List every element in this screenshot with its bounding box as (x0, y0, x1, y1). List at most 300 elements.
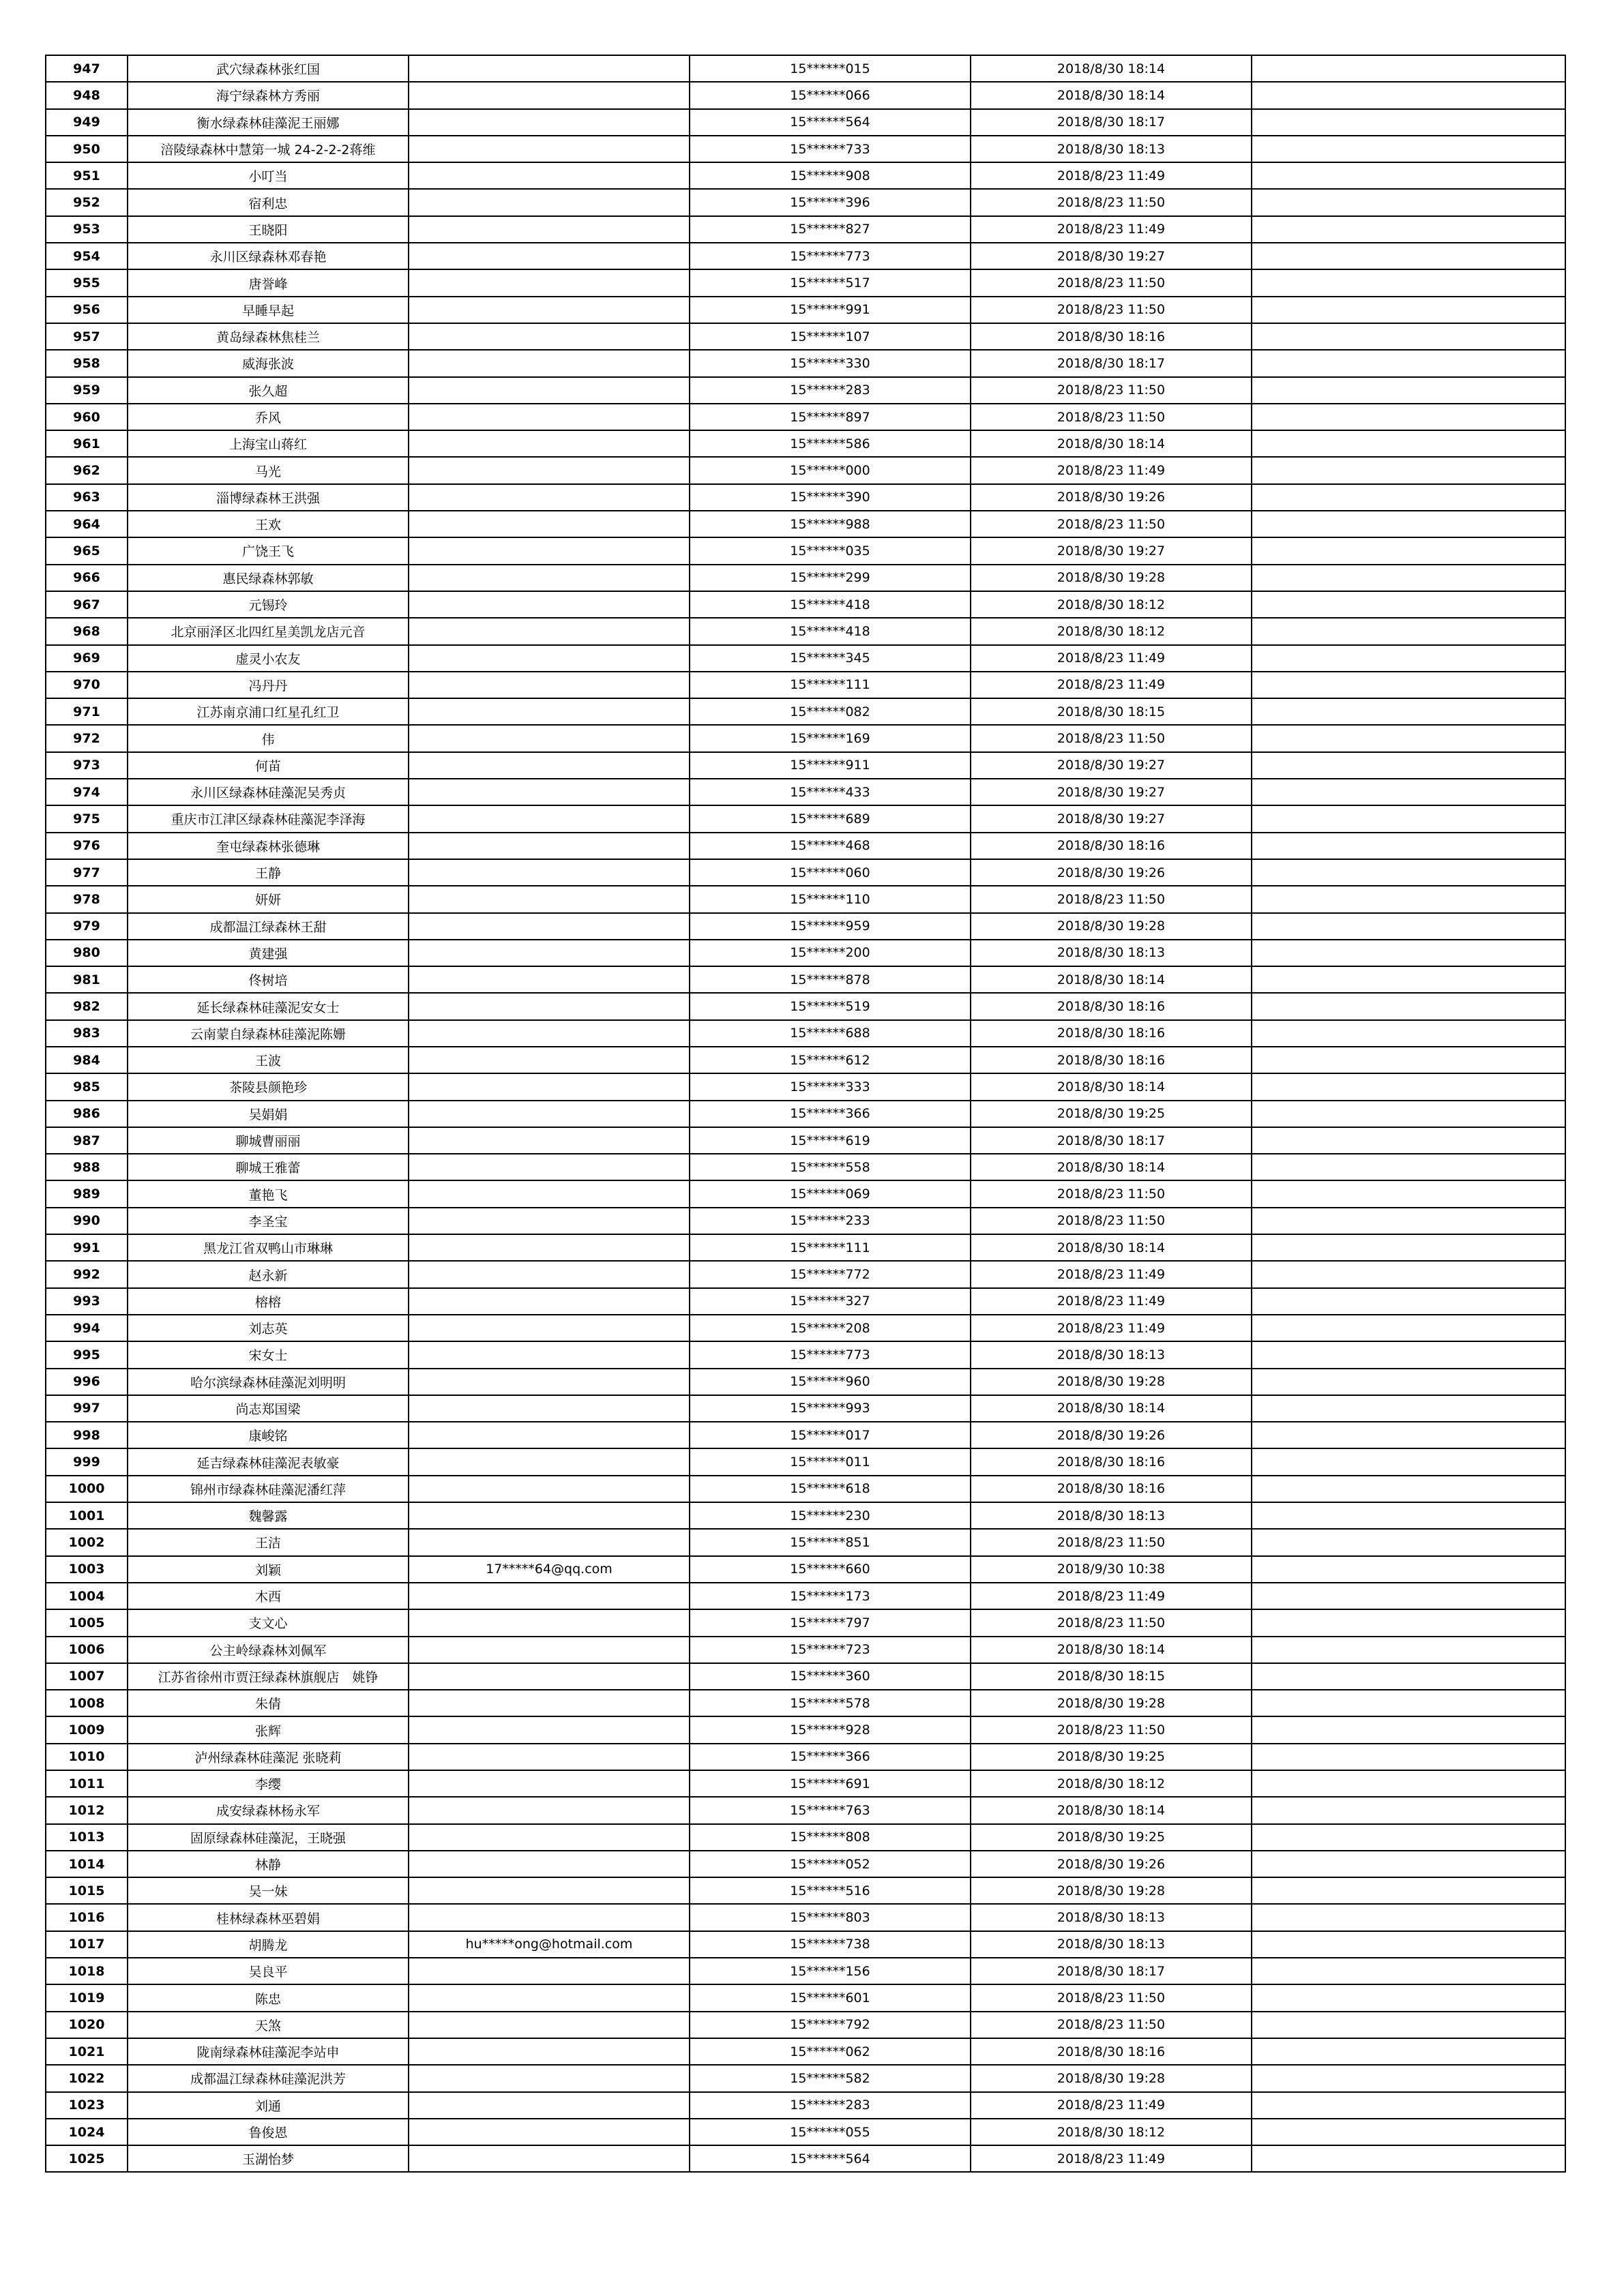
timestamp-cell: 2018/8/23 11:50 (971, 1180, 1252, 1207)
row-number-cell: 1011 (46, 1770, 128, 1797)
name-cell: 天煞 (128, 2012, 409, 2038)
empty-cell (1252, 1716, 1565, 1743)
table-row (46, 1663, 1565, 1690)
name-cell: 北京丽泽区北四红星美凯龙店元音 (128, 618, 409, 644)
email-cell (409, 1315, 690, 1341)
name-cell: 佟树培 (128, 966, 409, 993)
row-number-cell: 977 (46, 859, 128, 886)
empty-cell (1252, 1984, 1565, 2011)
empty-cell (1252, 725, 1565, 751)
phone-cell: 15******366 (690, 1101, 971, 1127)
empty-cell (1252, 940, 1565, 966)
spreadsheet-page (45, 55, 1566, 2173)
empty-cell (1252, 1047, 1565, 1073)
email-cell (409, 1958, 690, 1984)
name-cell: 江苏南京浦口红星孔红卫 (128, 698, 409, 725)
empty-cell (1252, 1824, 1565, 1851)
row-number-cell: 1002 (46, 1529, 128, 1555)
name-cell: 林静 (128, 1851, 409, 1877)
empty-cell (1252, 1663, 1565, 1690)
timestamp-cell: 2018/8/30 19:28 (971, 913, 1252, 940)
name-cell: 陇南绿森林硅藻泥李站申 (128, 2038, 409, 2065)
timestamp-cell: 2018/8/30 18:16 (971, 833, 1252, 859)
table-row (46, 859, 1565, 886)
email-cell (409, 2145, 690, 2172)
email-cell (409, 1637, 690, 1663)
row-number-cell: 1019 (46, 1984, 128, 2011)
name-cell: 淄博绿森林王洪强 (128, 484, 409, 511)
row-number-cell: 1010 (46, 1744, 128, 1770)
empty-cell (1252, 565, 1565, 591)
phone-cell: 15******111 (690, 672, 971, 698)
table-row (46, 1101, 1565, 1127)
empty-cell (1252, 350, 1565, 376)
name-cell: 哈尔滨绿森林硅藻泥刘明明 (128, 1369, 409, 1395)
timestamp-cell: 2018/8/30 18:14 (971, 1637, 1252, 1663)
empty-cell (1252, 1744, 1565, 1770)
table-row (46, 1958, 1565, 1984)
name-cell: 张辉 (128, 1716, 409, 1743)
name-cell: 魏馨露 (128, 1502, 409, 1529)
email-cell (409, 1234, 690, 1261)
empty-cell (1252, 1851, 1565, 1877)
name-cell: 威海张波 (128, 350, 409, 376)
empty-cell (1252, 109, 1565, 136)
table-row (46, 698, 1565, 725)
table-row (46, 1127, 1565, 1154)
name-cell: 王静 (128, 859, 409, 886)
name-cell: 宿利忠 (128, 189, 409, 215)
empty-cell (1252, 645, 1565, 672)
row-number-cell: 992 (46, 1261, 128, 1287)
timestamp-cell: 2018/8/30 18:13 (971, 1341, 1252, 1368)
empty-cell (1252, 189, 1565, 215)
table-row (46, 457, 1565, 483)
timestamp-cell: 2018/8/30 19:27 (971, 805, 1252, 832)
email-cell (409, 1261, 690, 1287)
name-cell: 朱倩 (128, 1690, 409, 1716)
timestamp-cell: 2018/8/23 11:49 (971, 162, 1252, 189)
empty-cell (1252, 1690, 1565, 1716)
table-row (46, 350, 1565, 376)
phone-cell: 15******069 (690, 1180, 971, 1207)
email-cell (409, 1824, 690, 1851)
timestamp-cell: 2018/8/30 18:14 (971, 82, 1252, 108)
email-cell (409, 243, 690, 269)
row-number-cell: 980 (46, 940, 128, 966)
phone-cell: 15******390 (690, 484, 971, 511)
row-number-cell: 1003 (46, 1556, 128, 1583)
empty-cell (1252, 1637, 1565, 1663)
name-cell: 成都温江绿森林硅藻泥洪芳 (128, 2065, 409, 2091)
row-number-cell: 965 (46, 537, 128, 564)
name-cell: 尚志郑国梁 (128, 1395, 409, 1422)
empty-cell (1252, 537, 1565, 564)
phone-cell: 15******803 (690, 1904, 971, 1930)
name-cell: 康峻铭 (128, 1422, 409, 1448)
row-number-cell: 1007 (46, 1663, 128, 1690)
row-number-cell: 1004 (46, 1583, 128, 1609)
phone-cell: 15******283 (690, 377, 971, 404)
phone-cell: 15******011 (690, 1448, 971, 1475)
name-cell: 刘颖 (128, 1556, 409, 1583)
phone-cell: 15******691 (690, 1770, 971, 1797)
phone-cell: 15******851 (690, 1529, 971, 1555)
timestamp-cell: 2018/8/23 11:50 (971, 1984, 1252, 2011)
email-cell (409, 966, 690, 993)
phone-cell: 15******618 (690, 1476, 971, 1502)
empty-cell (1252, 698, 1565, 725)
row-number-cell: 1009 (46, 1716, 128, 1743)
phone-cell: 15******516 (690, 1877, 971, 1904)
row-number-cell: 1013 (46, 1824, 128, 1851)
timestamp-cell: 2018/8/30 19:25 (971, 1744, 1252, 1770)
row-number-cell: 970 (46, 672, 128, 698)
email-cell (409, 913, 690, 940)
name-cell: 永川区绿森林硅藻泥吴秀贞 (128, 779, 409, 805)
timestamp-cell: 2018/8/23 11:49 (971, 216, 1252, 243)
row-number-cell: 986 (46, 1101, 128, 1127)
phone-cell: 15******299 (690, 565, 971, 591)
phone-cell: 15******689 (690, 805, 971, 832)
timestamp-cell: 2018/8/30 18:17 (971, 350, 1252, 376)
row-number-cell: 1000 (46, 1476, 128, 1502)
row-number-cell: 953 (46, 216, 128, 243)
phone-cell: 15******327 (690, 1288, 971, 1315)
table-row (46, 672, 1565, 698)
row-number-cell: 978 (46, 886, 128, 912)
phone-cell: 15******433 (690, 779, 971, 805)
row-number-cell: 949 (46, 109, 128, 136)
timestamp-cell: 2018/8/23 11:49 (971, 457, 1252, 483)
name-cell: 宋女士 (128, 1341, 409, 1368)
name-cell: 重庆市江津区绿森林硅藻泥李泽海 (128, 805, 409, 832)
phone-cell: 15******897 (690, 404, 971, 430)
email-cell (409, 457, 690, 483)
phone-cell: 15******060 (690, 859, 971, 886)
phone-cell: 15******111 (690, 1234, 971, 1261)
row-number-cell: 1017 (46, 1931, 128, 1958)
email-cell (409, 886, 690, 912)
table-row (46, 565, 1565, 591)
email-cell (409, 1288, 690, 1315)
timestamp-cell: 2018/8/23 11:49 (971, 2145, 1252, 2172)
timestamp-cell: 2018/8/30 18:16 (971, 1020, 1252, 1047)
name-cell: 张久超 (128, 377, 409, 404)
table-row (46, 645, 1565, 672)
email-cell (409, 565, 690, 591)
name-cell: 茶陵县颜艳珍 (128, 1073, 409, 1100)
row-number-cell: 1006 (46, 1637, 128, 1663)
table-row (46, 243, 1565, 269)
email-cell (409, 1529, 690, 1555)
row-number-cell: 989 (46, 1180, 128, 1207)
email-cell (409, 1448, 690, 1475)
email-cell (409, 269, 690, 296)
empty-cell (1252, 2065, 1565, 2091)
empty-cell (1252, 2092, 1565, 2119)
timestamp-cell: 2018/8/23 11:50 (971, 189, 1252, 215)
email-cell (409, 805, 690, 832)
empty-cell (1252, 1797, 1565, 1823)
phone-cell: 15******230 (690, 1502, 971, 1529)
table-row (46, 1583, 1565, 1609)
row-number-cell: 987 (46, 1127, 128, 1154)
table-row (46, 1341, 1565, 1368)
timestamp-cell: 2018/8/30 19:25 (971, 1101, 1252, 1127)
table-row (46, 269, 1565, 296)
email-cell (409, 162, 690, 189)
phone-cell: 15******988 (690, 511, 971, 537)
phone-cell: 15******908 (690, 162, 971, 189)
email-cell (409, 1663, 690, 1690)
email-cell (409, 833, 690, 859)
row-number-cell: 981 (46, 966, 128, 993)
empty-cell (1252, 1931, 1565, 1958)
phone-cell: 15******564 (690, 109, 971, 136)
email-cell (409, 993, 690, 1019)
phone-cell: 15******601 (690, 1984, 971, 2011)
row-number-cell: 950 (46, 136, 128, 162)
empty-cell (1252, 511, 1565, 537)
row-number-cell: 1025 (46, 2145, 128, 2172)
table-row (46, 1422, 1565, 1448)
empty-cell (1252, 1208, 1565, 1234)
records-table-body (46, 55, 1565, 2172)
row-number-cell: 984 (46, 1047, 128, 1073)
timestamp-cell: 2018/8/23 11:50 (971, 1208, 1252, 1234)
phone-cell: 15******017 (690, 1422, 971, 1448)
table-row (46, 404, 1565, 430)
table-row (46, 1716, 1565, 1743)
timestamp-cell: 2018/8/30 18:12 (971, 2119, 1252, 2145)
name-cell: 聊城曹丽丽 (128, 1127, 409, 1154)
name-cell: 吴良平 (128, 1958, 409, 1984)
timestamp-cell: 2018/8/30 19:26 (971, 1851, 1252, 1877)
table-row (46, 1984, 1565, 2011)
email-cell (409, 55, 690, 82)
timestamp-cell: 2018/8/23 11:50 (971, 377, 1252, 404)
empty-cell (1252, 430, 1565, 457)
empty-cell (1252, 1369, 1565, 1395)
table-row (46, 1369, 1565, 1395)
table-row (46, 82, 1565, 108)
phone-cell: 15******035 (690, 537, 971, 564)
empty-cell (1252, 1073, 1565, 1100)
timestamp-cell: 2018/9/30 10:38 (971, 1556, 1252, 1583)
name-cell: 桂林绿森林巫碧娟 (128, 1904, 409, 1930)
email-cell (409, 725, 690, 751)
name-cell: 黄岛绿森林焦桂兰 (128, 323, 409, 350)
empty-cell (1252, 779, 1565, 805)
phone-cell: 15******619 (690, 1127, 971, 1154)
table-row (46, 591, 1565, 618)
phone-cell: 15******738 (690, 1931, 971, 1958)
timestamp-cell: 2018/8/23 11:50 (971, 1529, 1252, 1555)
phone-cell: 15******564 (690, 2145, 971, 2172)
name-cell: 延长绿森林硅藻泥安女士 (128, 993, 409, 1019)
empty-cell (1252, 1288, 1565, 1315)
name-cell: 公主岭绿森林刘佩军 (128, 1637, 409, 1663)
name-cell: 唐誉峰 (128, 269, 409, 296)
name-cell: 王欢 (128, 511, 409, 537)
empty-cell (1252, 136, 1565, 162)
phone-cell: 15******330 (690, 350, 971, 376)
row-number-cell: 975 (46, 805, 128, 832)
empty-cell (1252, 2145, 1565, 2172)
timestamp-cell: 2018/8/30 18:12 (971, 591, 1252, 618)
table-row (46, 1609, 1565, 1636)
email-cell (409, 430, 690, 457)
empty-cell (1252, 993, 1565, 1019)
empty-cell (1252, 833, 1565, 859)
phone-cell: 15******797 (690, 1609, 971, 1636)
table-row (46, 752, 1565, 779)
row-number-cell: 961 (46, 430, 128, 457)
table-row (46, 779, 1565, 805)
row-number-cell: 973 (46, 752, 128, 779)
phone-cell: 15******418 (690, 591, 971, 618)
timestamp-cell: 2018/8/30 18:17 (971, 109, 1252, 136)
email-cell (409, 2092, 690, 2119)
timestamp-cell: 2018/8/23 11:49 (971, 1315, 1252, 1341)
phone-cell: 15******283 (690, 2092, 971, 2119)
email-cell (409, 618, 690, 644)
name-cell: 乔风 (128, 404, 409, 430)
table-row (46, 323, 1565, 350)
email-cell (409, 511, 690, 537)
name-cell: 玉湖怡梦 (128, 2145, 409, 2172)
table-row (46, 216, 1565, 243)
table-row (46, 1502, 1565, 1529)
name-cell: 涪陵绿森林中慧第一城 24-2-2-2蒋维 (128, 136, 409, 162)
email-cell (409, 1369, 690, 1395)
phone-cell: 15******660 (690, 1556, 971, 1583)
row-number-cell: 998 (46, 1422, 128, 1448)
phone-cell: 15******233 (690, 1208, 971, 1234)
table-row (46, 377, 1565, 404)
empty-cell (1252, 1422, 1565, 1448)
timestamp-cell: 2018/8/30 18:14 (971, 430, 1252, 457)
name-cell: 永川区绿森林邓春艳 (128, 243, 409, 269)
email-cell (409, 1208, 690, 1234)
timestamp-cell: 2018/8/30 18:13 (971, 1931, 1252, 1958)
name-cell: 海宁绿森林方秀丽 (128, 82, 409, 108)
row-number-cell: 1021 (46, 2038, 128, 2065)
row-number-cell: 962 (46, 457, 128, 483)
empty-cell (1252, 1770, 1565, 1797)
timestamp-cell: 2018/8/23 11:49 (971, 1261, 1252, 1287)
empty-cell (1252, 1020, 1565, 1047)
email-cell (409, 779, 690, 805)
phone-cell: 15******827 (690, 216, 971, 243)
table-row (46, 1744, 1565, 1770)
table-row (46, 1180, 1565, 1207)
email-cell (409, 940, 690, 966)
name-cell: 元锡玲 (128, 591, 409, 618)
name-cell: 李缨 (128, 1770, 409, 1797)
empty-cell (1252, 2119, 1565, 2145)
timestamp-cell: 2018/8/30 18:15 (971, 698, 1252, 725)
row-number-cell: 993 (46, 1288, 128, 1315)
records-table (45, 55, 1566, 2173)
table-row (46, 1637, 1565, 1663)
table-row (46, 1529, 1565, 1555)
name-cell: 聊城王雅蕾 (128, 1154, 409, 1180)
table-row (46, 913, 1565, 940)
row-number-cell: 954 (46, 243, 128, 269)
timestamp-cell: 2018/8/23 11:50 (971, 511, 1252, 537)
phone-cell: 15******582 (690, 2065, 971, 2091)
email-cell (409, 1101, 690, 1127)
timestamp-cell: 2018/8/30 19:27 (971, 537, 1252, 564)
timestamp-cell: 2018/8/30 18:14 (971, 1154, 1252, 1180)
row-number-cell: 999 (46, 1448, 128, 1475)
name-cell: 鲁俊恩 (128, 2119, 409, 2145)
email-cell (409, 1716, 690, 1743)
empty-cell (1252, 484, 1565, 511)
timestamp-cell: 2018/8/30 18:13 (971, 1502, 1252, 1529)
empty-cell (1252, 966, 1565, 993)
row-number-cell: 964 (46, 511, 128, 537)
phone-cell: 15******808 (690, 1824, 971, 1851)
phone-cell: 15******000 (690, 457, 971, 483)
empty-cell (1252, 913, 1565, 940)
timestamp-cell: 2018/8/30 18:16 (971, 323, 1252, 350)
empty-cell (1252, 82, 1565, 108)
name-cell: 赵永新 (128, 1261, 409, 1287)
email-cell (409, 1127, 690, 1154)
phone-cell: 15******959 (690, 913, 971, 940)
name-cell: 黑龙江省双鸭山市琳琳 (128, 1234, 409, 1261)
table-row (46, 1556, 1565, 1583)
empty-cell (1252, 243, 1565, 269)
email-cell (409, 404, 690, 430)
empty-cell (1252, 2012, 1565, 2038)
row-number-cell: 952 (46, 189, 128, 215)
email-cell (409, 323, 690, 350)
email-cell (409, 216, 690, 243)
empty-cell (1252, 1180, 1565, 1207)
table-row (46, 966, 1565, 993)
empty-cell (1252, 1904, 1565, 1930)
timestamp-cell: 2018/8/30 18:16 (971, 1476, 1252, 1502)
name-cell: 黄建强 (128, 940, 409, 966)
empty-cell (1252, 618, 1565, 644)
timestamp-cell: 2018/8/23 11:50 (971, 297, 1252, 323)
phone-cell: 15******733 (690, 136, 971, 162)
row-number-cell: 1008 (46, 1690, 128, 1716)
email-cell (409, 645, 690, 672)
empty-cell (1252, 591, 1565, 618)
table-row (46, 2145, 1565, 2172)
empty-cell (1252, 1609, 1565, 1636)
email-cell (409, 2065, 690, 2091)
empty-cell (1252, 1127, 1565, 1154)
row-number-cell: 1023 (46, 2092, 128, 2119)
table-row (46, 1770, 1565, 1797)
empty-cell (1252, 1395, 1565, 1422)
row-number-cell: 966 (46, 565, 128, 591)
name-cell: 木西 (128, 1583, 409, 1609)
row-number-cell: 976 (46, 833, 128, 859)
phone-cell: 15******688 (690, 1020, 971, 1047)
phone-cell: 15******763 (690, 1797, 971, 1823)
phone-cell: 15******519 (690, 993, 971, 1019)
name-cell: 何苗 (128, 752, 409, 779)
phone-cell: 15******208 (690, 1315, 971, 1341)
email-cell (409, 1690, 690, 1716)
